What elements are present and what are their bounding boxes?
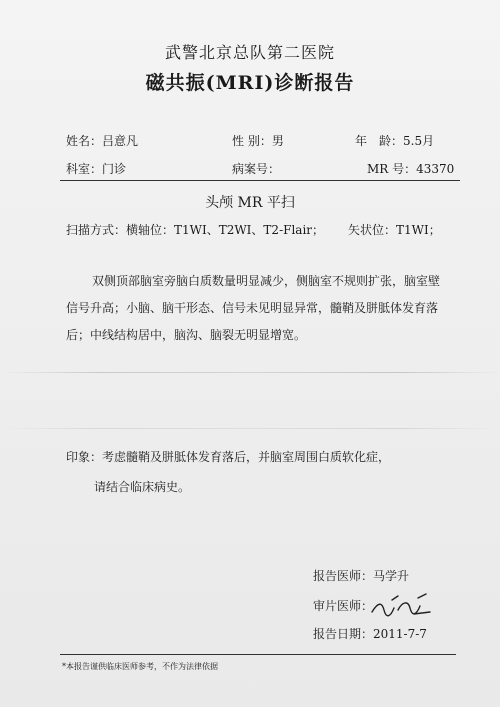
case-number: 病案号： — [232, 162, 281, 176]
handwritten-signature — [368, 588, 438, 624]
scan-method: 扫描方式：横轴位：T1WI、T2WI、T2-Flair； — [66, 223, 325, 237]
findings-text: 双侧顶部脑室旁脑白质数量明显减少，侧脑室不规则扩张，脑室壁信号升高；小脑、脑干形态、信号未见明显异常，髓鞘及胼胝体发育落后；中线结构居中，脑沟、脑裂无明显增宽。 — [66, 274, 441, 342]
hospital-name: 武警北京总队第二医院 — [164, 43, 335, 62]
report-date: 报告日期：2011-7-7 — [313, 627, 427, 641]
patient-name: 姓名：吕意凡 — [66, 134, 139, 148]
reviewing-doctor-label: 审片医师： — [313, 599, 374, 613]
footer-note: *本报告谨供临床医师参考，不作为法律依据 — [62, 662, 218, 671]
patient-age: 年 龄：5.5月 — [355, 134, 435, 148]
department: 科室：门诊 — [66, 162, 127, 176]
exam-subtitle: 头颅 MR 平扫 — [205, 195, 295, 211]
scan-artifact — [0, 372, 500, 373]
patient-gender: 性 别：男 — [232, 134, 284, 148]
sagittal-plane: 矢状位：T1WI； — [348, 223, 441, 237]
footer-divider — [60, 654, 456, 655]
report-doctor: 报告医师：马学升 — [313, 569, 410, 583]
header-divider — [60, 180, 460, 181]
impression-line-2: 请结合临床病史。 — [94, 480, 191, 494]
mr-number: MR 号：43370 — [367, 162, 455, 176]
report-title: 磁共振(MRI)诊断报告 — [145, 72, 355, 94]
scan-artifact — [0, 428, 500, 429]
impression-line-1: 印象：考虑髓鞘及胼胝体发育落后，并脑室周围白质软化症， — [66, 450, 391, 464]
